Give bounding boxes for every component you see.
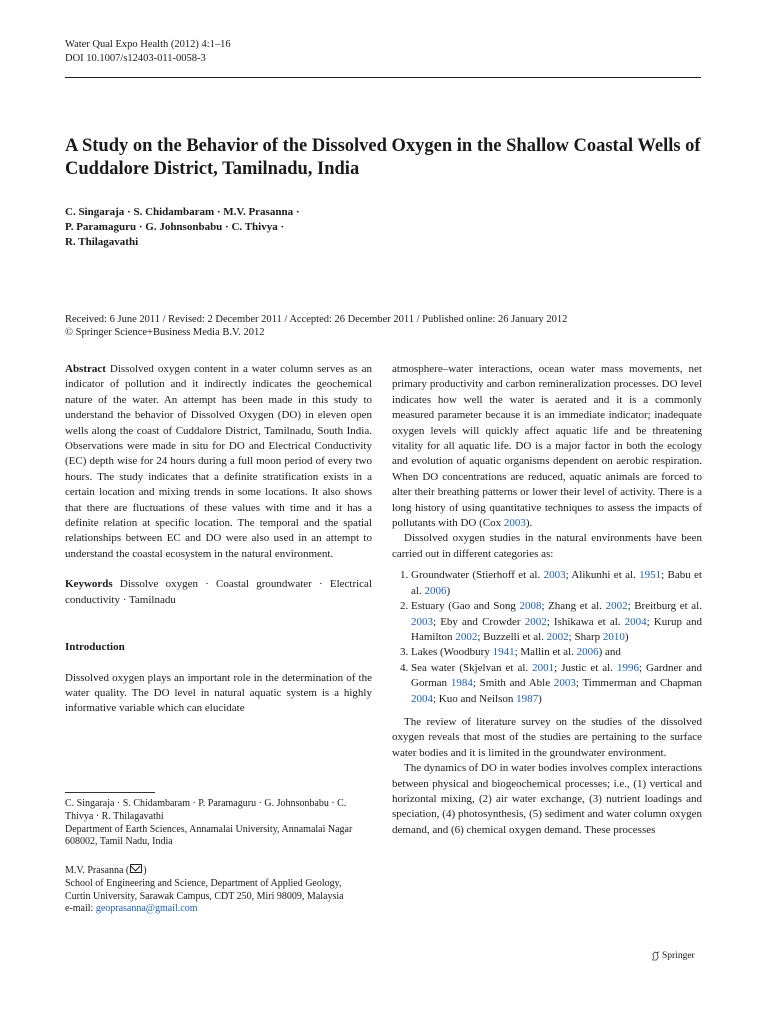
keywords-text: Dissolve oxygen · Coastal groundwater · Electrical conductivity · Tamilnadu	[65, 578, 372, 606]
publication-history	[65, 313, 705, 339]
citation-link[interactable]: 2001	[532, 661, 555, 674]
citation-link[interactable]: 2003	[411, 615, 433, 628]
copyright: © Springer Science+Business Media B.V. 2012	[65, 327, 265, 338]
paper-title: A Study on the Behavior of the Dissolved Oxygen in the Shallow Coastal Wells of Cuddalore District, Tamilnadu, India	[65, 136, 701, 179]
left-column	[65, 362, 372, 717]
citation-link[interactable]: 2002	[605, 600, 628, 613]
section-heading-introduction: Introduction	[65, 641, 125, 654]
author-line: C. Singaraja · S. Chidambaram · M.V. Prasanna ·	[65, 206, 300, 218]
citation-link[interactable]: 2006	[424, 584, 447, 597]
citation-link[interactable]: 1984	[450, 677, 473, 690]
doi: DOI 10.1007/s12403-011-0058-3	[65, 53, 206, 64]
corresponding-author-note	[65, 864, 365, 916]
citation-link[interactable]: 1996	[616, 661, 639, 674]
category-list-item: 2. Estuary (Gao and Song 2008; Zhang et al. 2002; Breitburg et al. 2003; Eby and Crowder 2002; Ishikawa et al. 2004; Kurup and Hamilton 2002; Buzzelli et al. 2002; Sharp 2010)	[411, 599, 702, 645]
category-list-item: 3. Lakes (Woodbury 1941; Mallin et al. 2006) and	[411, 645, 702, 660]
corresponding-author: M.V. Prasanna ( )	[65, 865, 147, 876]
author-line: R. Thilagavathi	[65, 236, 139, 248]
footnote-rule	[65, 792, 155, 793]
corresponding-address: School of Engineering and Science, Department of Applied Geology, Curtin University, Sarawak Campus, CDT 250, Miri 98009, Malaysia	[65, 877, 344, 902]
email-line: e-mail: geoprasanna@gmail.com	[65, 903, 198, 915]
citation-link[interactable]: 2002	[546, 630, 569, 643]
header-rule	[65, 77, 701, 78]
citation-link[interactable]: 2006	[576, 646, 599, 659]
envelope-icon	[130, 864, 142, 873]
citation-link[interactable]: 1941	[492, 646, 515, 659]
abstract-text: Dissolved oxygen content in a water column serves as an indicator of pollution and it indirectly indicates the geochemical nature of the water. An attempt has been made in this study to understand the behavior of Dissolved Oxygen (DO) in eleven open wells along the coast of Cuddalore District, Tamilnadu, South India. Observations were made in situ for DO and Electrical Conductivity (EC) depth wise for 24 hours during a full moon period of every two hours. The study indicates that a definite stratification exists in a certain location and mixing trends in some locations. It also shows that there are fluctuations of these values with time and it has a definite relation at specific location. The temporal and the spatial relationships between EC and DO were also used in an attempt to understand the coastal ecosystem in the natural environment.	[65, 363, 373, 560]
citation-link[interactable]: 2004	[624, 615, 647, 628]
keywords	[65, 577, 372, 608]
citation-link[interactable]: 2003	[543, 569, 566, 582]
abstract-label: Abstract	[65, 363, 106, 375]
right-column	[392, 362, 702, 838]
keywords-label: Keywords	[65, 578, 113, 591]
citation-link[interactable]: 2004	[411, 692, 433, 705]
author-list	[65, 205, 705, 250]
body-paragraph: The dynamics of DO in water bodies involves complex interactions between physical and biogeochemical processes; i.e., (1) vertical and horizontal mixing, (2) air water exchange, (3) nutrient loadings and speciation, (4) photosynthesis, (5) sediment and water column oxygen demand, and (6) chemical oxygen demand. These processes	[392, 762, 702, 836]
abstract	[65, 362, 372, 562]
citation-link[interactable]: 1987	[516, 692, 539, 705]
body-paragraph: The review of literature survey on the studies of the dissolved oxygen reveals that most of the studies are pertaining to the surface water bodies and it is limited in the groundwater environment.	[392, 715, 702, 759]
affiliation-note	[65, 798, 365, 849]
author-line: P. Paramaguru · G. Johnsonbabu · C. Thivya ·	[65, 221, 285, 233]
citation-link[interactable]: 1951	[639, 569, 662, 582]
email-link[interactable]: geoprasanna@gmail.com	[95, 903, 198, 915]
body-paragraph: atmosphere–water interactions, ocean water mass movements, net primary productivity and carbon remineralization processes. DO level indicates how well the water is aerated and it is a commonly measured parameter because it is an immediate indicator; inadequate oxygen levels will quickly affect aquatic life and be threatening vitality for all aquatic life. DO is a major factor in both the ecology and evolution of aquatic organisms dependent on aerobic respiration. When DO concentrations are reduced, aquatic animals are forced to alter their breathing patterns or lower their level of activity. There is a long history of using quantitative techniques to assess the impacts of pollutants with DO (Cox 2003).	[392, 363, 702, 530]
citation-link[interactable]: 2002	[455, 630, 478, 643]
citation-link[interactable]: 2003	[553, 677, 576, 690]
affiliation-address: Department of Earth Sciences, Annamalai University, Annamalai Nagar 608002, Tamil Nadu, India	[65, 823, 353, 848]
body-paragraph: Dissolved oxygen studies in the natural environments have been carried out in different categories as:	[392, 532, 702, 560]
journal-meta	[65, 38, 231, 66]
category-list	[392, 568, 702, 707]
intro-paragraph: Dissolved oxygen plays an important role in the determination of the water quality. The DO level in natural aquatic system is a highly informative variable which can elucidate	[65, 671, 372, 715]
affiliation-authors: C. Singaraja · S. Chidambaram · P. Paramaguru · G. Johnsonbabu · C. Thivya · R. Thilagavathi	[65, 798, 347, 822]
publisher-logo	[651, 951, 695, 961]
category-list-item: 1. Groundwater (Stierhoff et al. 2003; Alikunhi et al. 1951; Babu et al. 2006)	[411, 568, 702, 599]
citation-link[interactable]: 2002	[524, 615, 547, 628]
springer-horse-icon	[651, 951, 660, 961]
citation-link[interactable]: 2008	[519, 600, 542, 613]
citation-link[interactable]: 2003	[503, 517, 526, 530]
citation-link[interactable]: 2010	[602, 630, 625, 643]
category-list-item: 4. Sea water (Skjelvan et al. 2001; Justic et al. 1996; Gardner and Gorman 1984; Smith and Able 2003; Timmerman and Chapman 2004; Kuo and Neilson 1987)	[411, 661, 702, 707]
history-dates: Received: 6 June 2011 / Revised: 2 December 2011 / Accepted: 26 December 2011 / Published online: 26 January 2012	[65, 314, 568, 325]
journal-citation: Water Qual Expo Health (2012) 4:1–16	[65, 39, 231, 50]
publisher-name: Springer	[662, 951, 695, 961]
